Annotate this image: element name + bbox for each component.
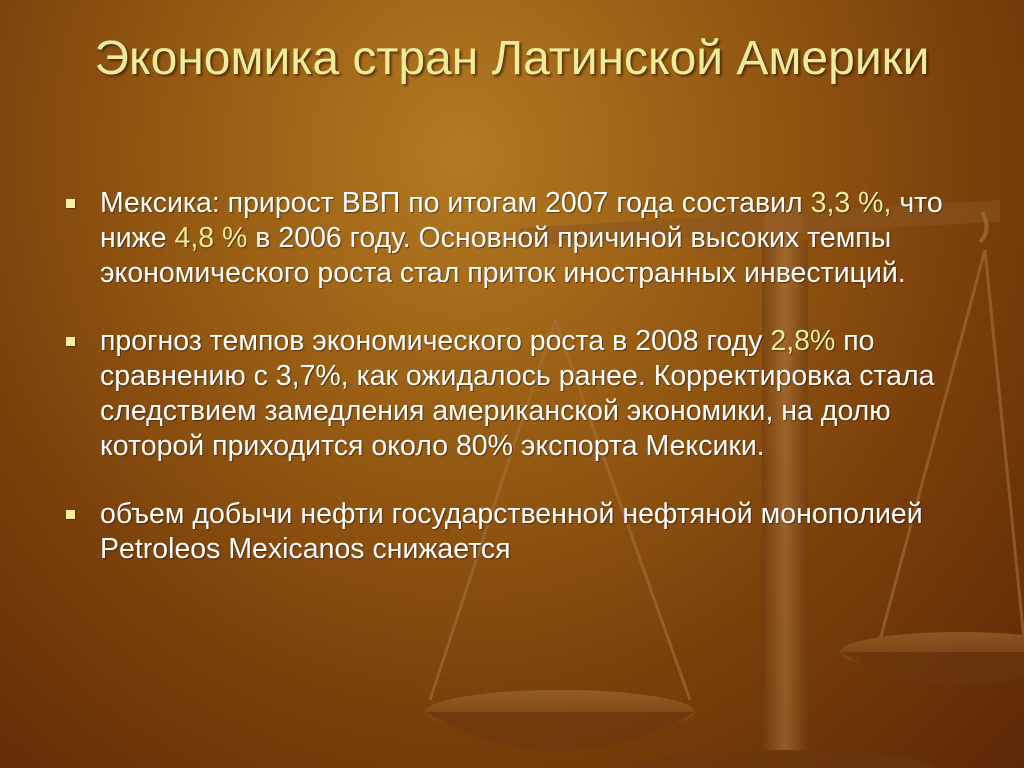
square-bullet-icon: [66, 337, 75, 346]
bullet-text-segment: в 2006 году. Основной причиной высоких темпы экономического роста стал приток иностранных инвестиций.: [100, 222, 906, 289]
bullet-text-segment: что ниже: [100, 187, 943, 254]
bullet-text-segment: объем добычи нефти государственной нефтяной монополией Petroleos Mexicanos снижается: [100, 498, 923, 565]
bullet-text-segment: прогноз темпов экономического роста в 2008 году: [100, 325, 771, 357]
bullet-text-segment: по сравнению с 3,7%, как ожидалось ранее. Корректировка стала следствием замедления американской экономики, на долю которой приходится около 80% экспорта Мексики.: [100, 325, 935, 462]
highlighted-value: 4,8 %: [174, 222, 248, 254]
square-bullet-icon: [66, 199, 75, 208]
bullet-item: [60, 497, 950, 567]
square-bullet-icon: [66, 510, 75, 519]
highlighted-value: 3,3 %,: [810, 187, 892, 219]
highlighted-value: 2,8%: [770, 325, 836, 357]
bullet-text-segment: Мексика: прирост ВВП по итогам 2007 года составил: [100, 187, 811, 219]
bullet-item: [60, 186, 950, 291]
slide-title: Экономика стран Латинской Америки: [94, 32, 930, 85]
bullet-text: [100, 325, 935, 462]
bullet-text: [100, 498, 923, 565]
bullet-list: [60, 186, 950, 600]
bullet-text: [100, 187, 943, 289]
bullet-item: [60, 324, 950, 464]
